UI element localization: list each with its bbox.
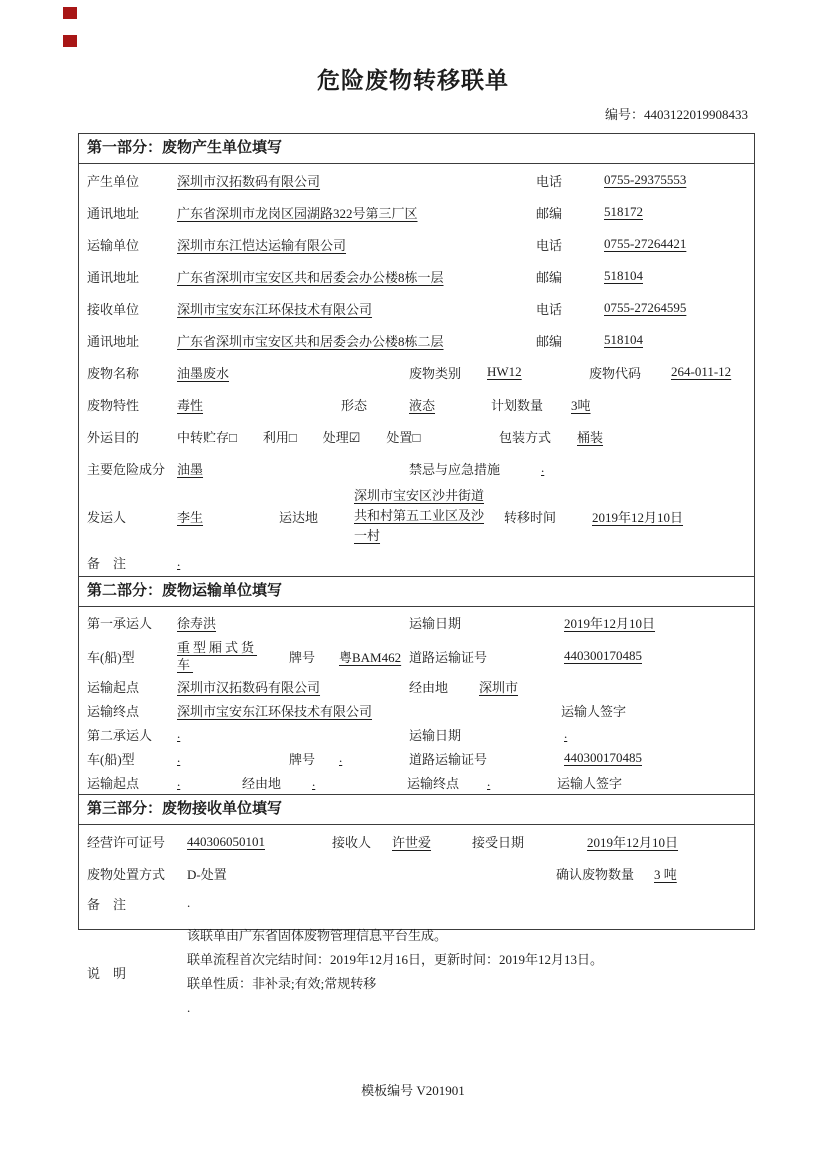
origin-value: 深圳市汉拓数码有限公司 (177, 679, 321, 695)
serial-value: 4403122019908433 (644, 107, 748, 122)
confirmed-quantity-value: 3 吨 (654, 866, 677, 882)
transport-zip-value: 518104 (604, 268, 643, 283)
field-label: 形态 (341, 397, 368, 413)
field-label: 运输单位 (87, 237, 140, 253)
receiver-unit-value: 深圳市宝安东江环保技术有限公司 (177, 301, 373, 317)
row-transport-origin (79, 674, 754, 698)
field-label: 运达地 (279, 509, 319, 525)
waste-name-value: 油墨废水 (177, 365, 230, 381)
field-label: 说 明 (87, 965, 127, 981)
row-remark-s1 (79, 548, 754, 576)
destination-line: 一村 (354, 528, 381, 543)
option-label: 处理 (322, 429, 349, 445)
field-label: 运输终点 (407, 775, 460, 791)
destination-value (354, 486, 504, 546)
option-treat (323, 427, 361, 446)
field-label: 道路运输证号 (409, 751, 488, 767)
field-label: 废物特性 (87, 397, 140, 413)
option-label: 中转贮存 (177, 429, 230, 445)
option-utilize (263, 427, 297, 446)
option-dispose (386, 427, 420, 446)
purpose-options (177, 427, 499, 446)
row-vehicle-type (79, 638, 754, 674)
producer-phone-value: 0755-29375553 (604, 172, 687, 187)
origin2-value: . (177, 774, 181, 789)
field-label: 外运目的 (87, 429, 140, 445)
field-label: 运输起点 (87, 679, 140, 695)
field-label: 经营许可证号 (87, 835, 166, 850)
row-transport-origin2 (79, 770, 754, 794)
field-label: 接收单位 (87, 301, 140, 317)
field-label: 经由地 (409, 679, 449, 695)
field-label: 通讯地址 (87, 269, 140, 285)
section3-body (79, 825, 754, 1026)
section3-header: 第三部分：废物接收单位填写 (79, 794, 754, 825)
transport-date-value: 2019年12月10日 (564, 616, 656, 631)
via-value: 深圳市 (479, 679, 519, 695)
section1-body (79, 164, 754, 576)
packaging-value: 桶装 (577, 429, 604, 445)
receive-date-value: 2019年12月10日 (587, 835, 679, 850)
shipper-value: 李生 (177, 509, 204, 525)
field-label: 电话 (536, 301, 563, 317)
field-label: 发运人 (87, 509, 127, 525)
field-label: 禁忌与应急措施 (409, 461, 501, 477)
row-waste-name (79, 356, 754, 388)
destination-line: 深圳市宝安区沙井街道 (354, 488, 485, 503)
row-transport-end (79, 698, 754, 722)
disposal-method-value: D-处置 (187, 866, 227, 882)
transport-unit-value: 深圳市东江恺达运输有限公司 (177, 237, 347, 253)
waste-category-value: HW12 (487, 364, 522, 379)
row-license (79, 825, 754, 858)
checkbox-checked-icon: ☑ (348, 429, 361, 445)
carrier-signature2-label: 运输人签字 (557, 775, 623, 791)
row-receiver-address (79, 324, 754, 356)
planned-quantity-value: 3吨 (571, 397, 591, 413)
transport-date2-value: . (564, 726, 568, 741)
end-point-value: 深圳市宝安东江环保技术有限公司 (177, 703, 373, 719)
field-label: 第二承运人 (87, 727, 153, 743)
field-label: 第一承运人 (87, 616, 153, 631)
row-disposal-method (79, 858, 754, 888)
field-label: 邮编 (536, 269, 563, 285)
section1-header: 第一部分：废物产生单位填写 (79, 134, 754, 164)
checkbox-unchecked-icon: □ (288, 429, 297, 445)
field-label: 车(船)型 (87, 751, 135, 767)
field-label: 包装方式 (499, 429, 552, 445)
hazard-component-value: 油墨 (177, 461, 204, 477)
row-waste-property (79, 388, 754, 420)
field-label: 接收人 (332, 835, 372, 850)
end-point2-value: . (487, 774, 491, 789)
section2-body (79, 607, 754, 794)
waste-form-value: 液态 (409, 397, 436, 413)
receiver-person-value: 许世爱 (392, 835, 432, 850)
field-label: 确认废物数量 (556, 866, 635, 882)
receiver-zip-value: 518104 (604, 332, 643, 347)
waste-code-value: 264-011-12 (671, 364, 732, 379)
field-label: 废物处置方式 (87, 866, 166, 882)
field-label: 牌号 (289, 751, 316, 767)
vehicle-type-value: 重型厢式货车 (177, 640, 258, 672)
carrier-signature-label: 运输人签字 (561, 703, 627, 719)
field-label: 邮编 (536, 205, 563, 221)
field-label: 运输终点 (87, 703, 140, 719)
red-marker-icon (63, 7, 77, 19)
transfer-time-value: 2019年12月10日 (592, 509, 684, 525)
road-permit2-value: 440300170485 (564, 750, 642, 765)
field-label: 电话 (536, 173, 563, 189)
row-notes (79, 918, 754, 1026)
field-label: 接受日期 (472, 835, 525, 850)
checkbox-unchecked-icon: □ (229, 429, 237, 445)
note-line: 该联单由广东省固体废物管理信息平台生成。 (187, 928, 448, 943)
transport-phone-value: 0755-27264421 (604, 236, 687, 251)
manifest-form-table (78, 133, 755, 1015)
field-label: 废物代码 (589, 365, 642, 381)
option-label: 利用 (262, 429, 289, 445)
waste-property-value: 毒性 (177, 397, 204, 413)
row-vehicle-type2 (79, 746, 754, 770)
field-label: 废物名称 (87, 365, 140, 381)
destination-line: 共和村第五工业区及沙 (354, 508, 485, 523)
field-label: 主要危险成分 (87, 461, 166, 477)
field-label: 电话 (536, 237, 563, 253)
receiver-phone-value: 0755-27264595 (604, 300, 687, 315)
field-label: 通讯地址 (87, 205, 140, 221)
field-label: 计划数量 (491, 397, 544, 413)
second-carrier-value: . (177, 726, 181, 741)
field-label: 牌号 (289, 649, 316, 665)
field-label: 邮编 (536, 333, 563, 349)
field-label: 备 注 (87, 896, 127, 912)
first-carrier-value: 徐寿洪 (177, 616, 217, 631)
note-line: 联单性质：非补录;有效;常规转移 (187, 976, 377, 991)
producer-zip-value: 518172 (604, 204, 643, 219)
note-line: . (187, 1000, 191, 1015)
field-label: 废物类别 (409, 365, 462, 381)
row-hazard-component (79, 452, 754, 484)
row-producer-unit (79, 164, 754, 196)
template-number-footer: 模板编号 V201901 (361, 1083, 465, 1098)
transport-address-value: 广东省深圳市宝安区共和居委会办公楼8栋一层 (177, 269, 444, 285)
row-transfer-purpose (79, 420, 754, 452)
field-label: 备 注 (87, 555, 127, 571)
red-marker-icon (63, 35, 77, 47)
plate-number2-value: . (339, 750, 343, 765)
row-receiver-unit (79, 292, 754, 324)
field-label: 运输日期 (409, 616, 462, 631)
producer-unit-value: 深圳市汉拓数码有限公司 (177, 173, 321, 189)
row-remark-s3 (79, 888, 754, 918)
vehicle-type2-value: . (177, 750, 181, 765)
emergency-measures-value: . (541, 460, 545, 475)
checkbox-unchecked-icon: □ (412, 429, 421, 445)
license-number-value: 440306050101 (187, 833, 265, 849)
producer-address-value: 广东省深圳市龙岗区园湖路322号第三厂区 (177, 205, 418, 221)
field-label: 运输日期 (409, 727, 462, 743)
remark-value: . (177, 554, 181, 569)
notes-block (187, 920, 746, 1024)
field-label: 运输起点 (87, 775, 140, 791)
road-permit-value: 440300170485 (564, 648, 642, 663)
row-second-carrier (79, 722, 754, 746)
via2-value: . (312, 774, 316, 789)
option-transfer-storage (177, 427, 237, 446)
serial-number-line (78, 104, 748, 123)
field-label: 经由地 (242, 775, 282, 791)
serial-label: 编号： (604, 107, 644, 122)
row-producer-address (79, 196, 754, 228)
plate-number-value: 粤BAM462 (339, 649, 402, 665)
section2-header: 第二部分：废物运输单位填写 (79, 576, 754, 607)
option-label: 处置 (386, 429, 413, 445)
note-line: 联单流程首次完结时间：2019年12月16日，更新时间：2019年12月13日。 (187, 952, 604, 967)
row-shipper (79, 484, 754, 548)
field-label: 产生单位 (87, 173, 140, 189)
row-transport-address (79, 260, 754, 292)
page-title: 危险废物转移联单 (317, 68, 509, 93)
field-label: 道路运输证号 (409, 649, 488, 665)
field-label: 通讯地址 (87, 333, 140, 349)
field-label: 转移时间 (504, 509, 557, 525)
row-transport-unit (79, 228, 754, 260)
row-first-carrier (79, 607, 754, 638)
field-label: 车(船)型 (87, 649, 135, 665)
receiver-address-value: 广东省深圳市宝安区共和居委会办公楼8栋二层 (177, 333, 444, 349)
remark3-value: . (187, 895, 191, 910)
